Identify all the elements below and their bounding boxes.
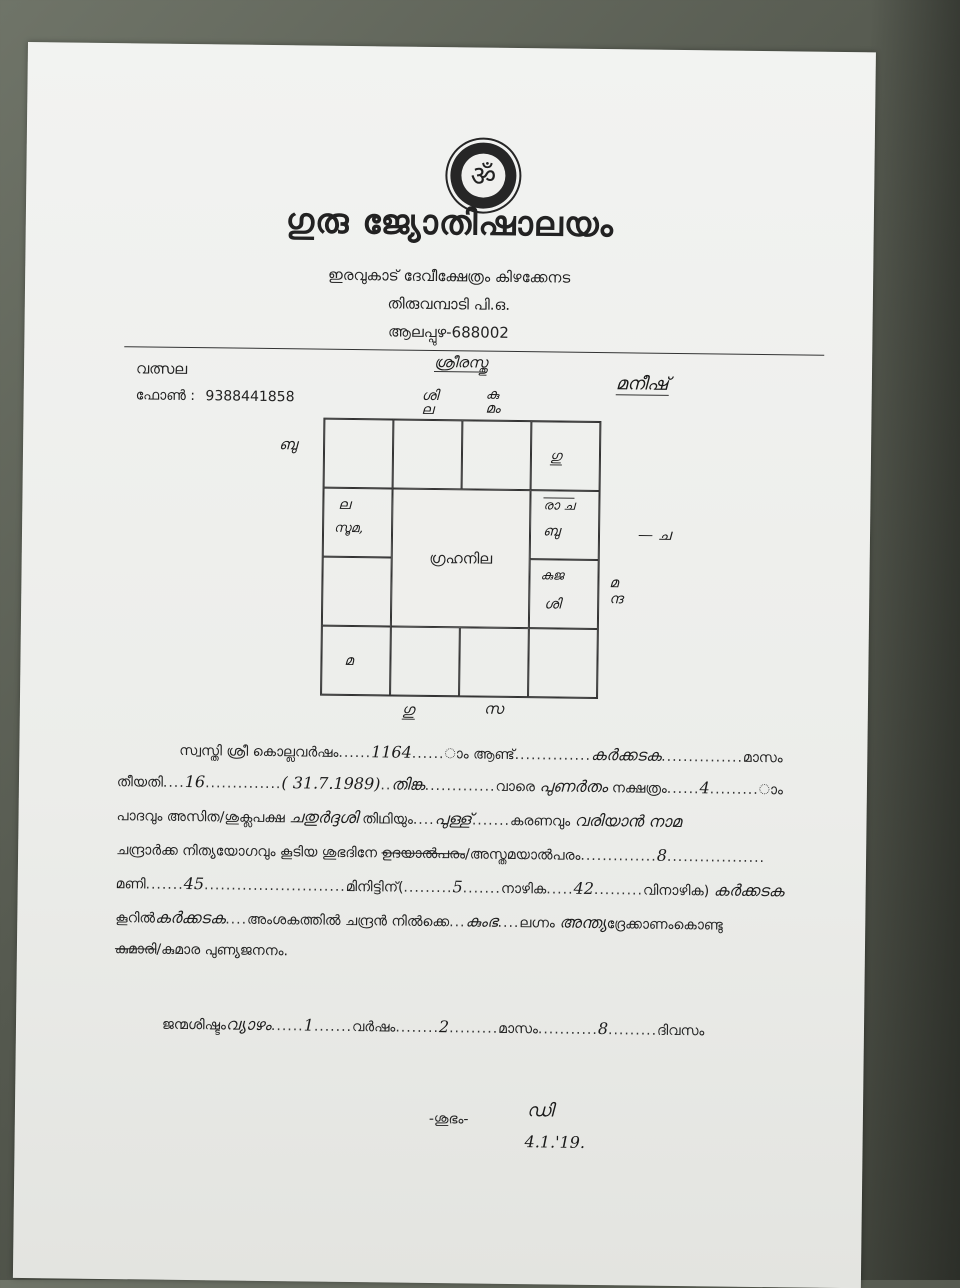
- chart-cell: മ: [321, 626, 391, 696]
- om-icon: ॐ: [470, 159, 497, 193]
- signature-date: 4.1.'19.: [524, 1132, 586, 1152]
- chart-top-left-outside: ശി ല: [421, 387, 439, 418]
- chart-cell: [322, 557, 392, 627]
- chart-right-outside-1: — ച: [637, 525, 671, 544]
- chart-cell: ല സൂമ,: [323, 488, 393, 558]
- form-line-1: സ്വസ്തി ശ്രീ കൊല്ലവർഷം......1164......ാം ആണ്ട്..............കർക്കടക...............മാസം: [179, 742, 783, 767]
- form-line-2: തീയതി....16..............( 31.7.1989)..തിങ്ക.............വാരെ പുണർതം നക്ഷത്രം......4.........ാം: [116, 771, 784, 799]
- form-line-7: കുമാരി/കുമാര പുണ്യജനനം.: [114, 941, 289, 960]
- form-line-6: കൂറിൽകർക്കടക....അംശകത്തിൽ ചന്ദ്രൻ നിൽക്കെ...കുംഭ....ലഗ്നം അന്ത്യദ്രേക്കാണംകൊണ്ടു: [115, 907, 723, 934]
- chart-cell: രാ ച ബു: [530, 490, 600, 560]
- horoscope-sheet: [13, 42, 876, 1288]
- form-line-3: പാദവും അസിത/ശുക്ലപക്ഷ ചതുർദ്ദശി തിഥിയും....പുള്ള്.......കരണവും വരിയാൻ നാമ: [116, 807, 682, 832]
- birth-balance-line: ജന്മശിഷ്ടംവ്യാഴം......1.......വർഷം........2.........മാസം...........8.........ദിവസം: [161, 1014, 705, 1040]
- chart-cell: [528, 628, 598, 698]
- child-name-handwritten: മനീഷ്: [615, 373, 669, 395]
- chart-left-outside: ബു: [278, 435, 298, 454]
- rashi-chart-grid: [320, 418, 601, 699]
- form-line-5: മണി.......45..........................മിനിട്ടിന്(.........5.......നാഴിക.....42.........വിനാഴിക) കർക്കടക: [115, 873, 785, 901]
- phone-label: ഫോൺ :: [135, 387, 196, 405]
- chart-cell: കുജ ശി: [529, 559, 599, 629]
- client-name: വത്സല: [135, 359, 188, 378]
- address-line-2: തിരുവമ്പാടി പി.ഒ.: [387, 294, 511, 314]
- page-title: ഗുരു ജ്യോതിഷാലയം: [285, 201, 615, 246]
- chart-bottom-outside-1: ഗു: [401, 700, 415, 719]
- closing-text: -ശുഭം-: [428, 1110, 469, 1128]
- signature: ഡി: [526, 1100, 554, 1122]
- om-emblem: [450, 142, 517, 209]
- chart-cell: [390, 626, 460, 696]
- chart-cell: [462, 420, 532, 490]
- form-line-4: ചന്ദ്രാർക്ക നിത്യയോഗവും കൂടിയ ശുഭദിനേ ഉദയാൽപരം/അസ്തമയാൽപരം..............8..................: [116, 842, 766, 867]
- address-line-1: ഇരവുകാട് ദേവീക്ഷേത്രം കിഴക്കേനട: [327, 265, 571, 287]
- chart-cell: [324, 419, 394, 489]
- chart-top-right-outside: കു മം: [485, 386, 501, 417]
- chart-center-label: ഗ്രഹനില: [391, 488, 531, 628]
- chart-cell: [459, 627, 529, 697]
- chart-cell: ഗു: [531, 421, 601, 491]
- chart-bottom-outside-2: സ: [483, 699, 504, 718]
- photo-background-edge: [870, 0, 960, 1280]
- chart-cell: [393, 419, 463, 489]
- address-line-3: ആലപ്പുഴ-688002: [387, 322, 509, 342]
- phone-row: [136, 387, 295, 405]
- phone-number: 9388441858: [205, 388, 295, 406]
- chart-top-label: ശ്രീരസ്തു: [434, 352, 488, 372]
- chart-right-outside-2: മ ന്ദ: [609, 575, 623, 608]
